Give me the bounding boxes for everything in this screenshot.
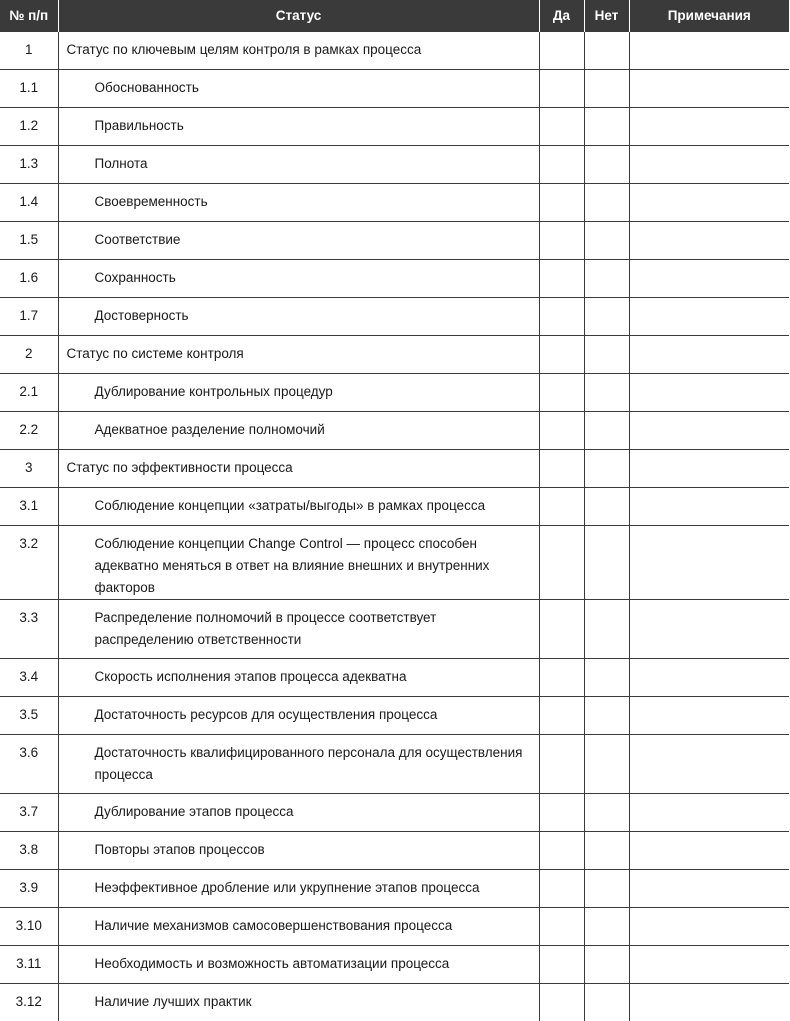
table-row	[0, 735, 789, 794]
table-row	[0, 374, 789, 412]
header-status: Статус	[58, 0, 539, 32]
table-row	[0, 260, 789, 298]
row-status-text: Дублирование этапов процесса	[58, 794, 539, 832]
header-yes: Да	[539, 0, 584, 32]
row-status-text: Статус по эффективности процесса	[58, 450, 539, 488]
row-status-text: Соблюдение концепции Change Control — процесс способен адекватно меняться в ответ на влияние внешних и внутренних факторов	[58, 526, 539, 600]
yes-cell[interactable]	[539, 908, 584, 946]
no-cell[interactable]	[584, 488, 629, 526]
no-cell[interactable]	[584, 735, 629, 794]
no-cell[interactable]	[584, 146, 629, 184]
no-cell[interactable]	[584, 697, 629, 735]
no-cell[interactable]	[584, 298, 629, 336]
yes-cell[interactable]	[539, 260, 584, 298]
yes-cell[interactable]	[539, 298, 584, 336]
no-cell[interactable]	[584, 526, 629, 600]
no-cell[interactable]	[584, 336, 629, 374]
row-status-text: Своевременность	[58, 184, 539, 222]
notes-cell[interactable]	[629, 526, 789, 600]
row-status-text: Дублирование контрольных процедур	[58, 374, 539, 412]
no-cell[interactable]	[584, 412, 629, 450]
header-number: № п/п	[0, 0, 58, 32]
yes-cell[interactable]	[539, 600, 584, 659]
yes-cell[interactable]	[539, 412, 584, 450]
table-row	[0, 600, 789, 659]
row-number: 3.3	[0, 600, 58, 659]
row-status-text: Наличие механизмов самосовершенствования процесса	[58, 908, 539, 946]
row-status-text: Сохранность	[58, 260, 539, 298]
row-status-text: Правильность	[58, 108, 539, 146]
notes-cell[interactable]	[629, 374, 789, 412]
no-cell[interactable]	[584, 870, 629, 908]
row-number: 3.12	[0, 984, 58, 1021]
row-status-text: Скорость исполнения этапов процесса адекватна	[58, 659, 539, 697]
row-number: 3.6	[0, 735, 58, 794]
table-row	[0, 32, 789, 70]
table-row	[0, 298, 789, 336]
yes-cell[interactable]	[539, 108, 584, 146]
yes-cell[interactable]	[539, 697, 584, 735]
row-number: 1	[0, 32, 58, 70]
row-number: 3	[0, 450, 58, 488]
row-status-text: Достоверность	[58, 298, 539, 336]
table-row	[0, 526, 789, 600]
no-cell[interactable]	[584, 32, 629, 70]
row-number: 3.10	[0, 908, 58, 946]
table-row	[0, 984, 789, 1021]
row-status-text: Соблюдение концепции «затраты/выгоды» в рамках процесса	[58, 488, 539, 526]
row-number: 3.8	[0, 832, 58, 870]
no-cell[interactable]	[584, 659, 629, 697]
notes-cell[interactable]	[629, 735, 789, 794]
notes-cell[interactable]	[629, 70, 789, 108]
table-row	[0, 108, 789, 146]
row-number: 3.4	[0, 659, 58, 697]
row-number: 1.4	[0, 184, 58, 222]
row-status-text: Соответствие	[58, 222, 539, 260]
notes-cell[interactable]	[629, 600, 789, 659]
row-number: 3.5	[0, 697, 58, 735]
table-row	[0, 946, 789, 984]
notes-cell[interactable]	[629, 450, 789, 488]
yes-cell[interactable]	[539, 794, 584, 832]
row-status-text: Адекватное разделение полномочий	[58, 412, 539, 450]
no-cell[interactable]	[584, 450, 629, 488]
yes-cell[interactable]	[539, 336, 584, 374]
yes-cell[interactable]	[539, 735, 584, 794]
notes-cell[interactable]	[629, 832, 789, 870]
row-number: 3.1	[0, 488, 58, 526]
row-number: 3.2	[0, 526, 58, 600]
table-row	[0, 697, 789, 735]
row-number: 2.2	[0, 412, 58, 450]
table-row	[0, 184, 789, 222]
table-row	[0, 336, 789, 374]
row-status-text: Распределение полномочий в процессе соответствует распределению ответственности	[58, 600, 539, 659]
yes-cell[interactable]	[539, 870, 584, 908]
notes-cell[interactable]	[629, 32, 789, 70]
row-number: 1.7	[0, 298, 58, 336]
yes-cell[interactable]	[539, 488, 584, 526]
row-status-text: Обоснованность	[58, 70, 539, 108]
row-number: 1.5	[0, 222, 58, 260]
row-number: 2	[0, 336, 58, 374]
table-row	[0, 659, 789, 697]
yes-cell[interactable]	[539, 374, 584, 412]
yes-cell[interactable]	[539, 832, 584, 870]
row-number: 1.2	[0, 108, 58, 146]
header-row	[0, 0, 789, 32]
no-cell[interactable]	[584, 374, 629, 412]
yes-cell[interactable]	[539, 32, 584, 70]
yes-cell[interactable]	[539, 526, 584, 600]
no-cell[interactable]	[584, 832, 629, 870]
row-number: 3.9	[0, 870, 58, 908]
notes-cell[interactable]	[629, 697, 789, 735]
notes-cell[interactable]	[629, 946, 789, 984]
notes-cell[interactable]	[629, 260, 789, 298]
row-number: 1.6	[0, 260, 58, 298]
no-cell[interactable]	[584, 984, 629, 1021]
no-cell[interactable]	[584, 794, 629, 832]
notes-cell[interactable]	[629, 908, 789, 946]
notes-cell[interactable]	[629, 794, 789, 832]
table-row	[0, 412, 789, 450]
no-cell[interactable]	[584, 600, 629, 659]
notes-cell[interactable]	[629, 870, 789, 908]
yes-cell[interactable]	[539, 222, 584, 260]
row-status-text: Повторы этапов процессов	[58, 832, 539, 870]
row-status-text: Полнота	[58, 146, 539, 184]
yes-cell[interactable]	[539, 659, 584, 697]
yes-cell[interactable]	[539, 184, 584, 222]
yes-cell[interactable]	[539, 984, 584, 1021]
notes-cell[interactable]	[629, 222, 789, 260]
row-status-text: Необходимость и возможность автоматизации процесса	[58, 946, 539, 984]
notes-cell[interactable]	[629, 298, 789, 336]
row-status-text: Неэффективное дробление или укрупнение этапов процесса	[58, 870, 539, 908]
header-notes: Примечания	[629, 0, 789, 32]
row-number: 3.11	[0, 946, 58, 984]
row-status-text: Достаточность квалифицированного персонала для осуществления процесса	[58, 735, 539, 794]
no-cell[interactable]	[584, 222, 629, 260]
yes-cell[interactable]	[539, 146, 584, 184]
table-row	[0, 488, 789, 526]
notes-cell[interactable]	[629, 108, 789, 146]
no-cell[interactable]	[584, 908, 629, 946]
header-no: Нет	[584, 0, 629, 32]
table-row	[0, 908, 789, 946]
table-row	[0, 450, 789, 488]
no-cell[interactable]	[584, 70, 629, 108]
notes-cell[interactable]	[629, 336, 789, 374]
table-row	[0, 870, 789, 908]
no-cell[interactable]	[584, 946, 629, 984]
row-number: 1.1	[0, 70, 58, 108]
row-number: 1.3	[0, 146, 58, 184]
notes-cell[interactable]	[629, 184, 789, 222]
yes-cell[interactable]	[539, 946, 584, 984]
row-number: 3.7	[0, 794, 58, 832]
notes-cell[interactable]	[629, 659, 789, 697]
table-row	[0, 70, 789, 108]
table-row	[0, 832, 789, 870]
table-row	[0, 222, 789, 260]
table-row	[0, 794, 789, 832]
no-cell[interactable]	[584, 260, 629, 298]
yes-cell[interactable]	[539, 450, 584, 488]
yes-cell[interactable]	[539, 70, 584, 108]
notes-cell[interactable]	[629, 412, 789, 450]
no-cell[interactable]	[584, 108, 629, 146]
row-status-text: Достаточность ресурсов для осуществления процесса	[58, 697, 539, 735]
row-status-text: Статус по системе контроля	[58, 336, 539, 374]
row-status-text: Наличие лучших практик	[58, 984, 539, 1021]
table-row	[0, 146, 789, 184]
notes-cell[interactable]	[629, 984, 789, 1021]
row-status-text: Статус по ключевым целям контроля в рамках процесса	[58, 32, 539, 70]
row-number: 2.1	[0, 374, 58, 412]
notes-cell[interactable]	[629, 146, 789, 184]
no-cell[interactable]	[584, 184, 629, 222]
notes-cell[interactable]	[629, 488, 789, 526]
